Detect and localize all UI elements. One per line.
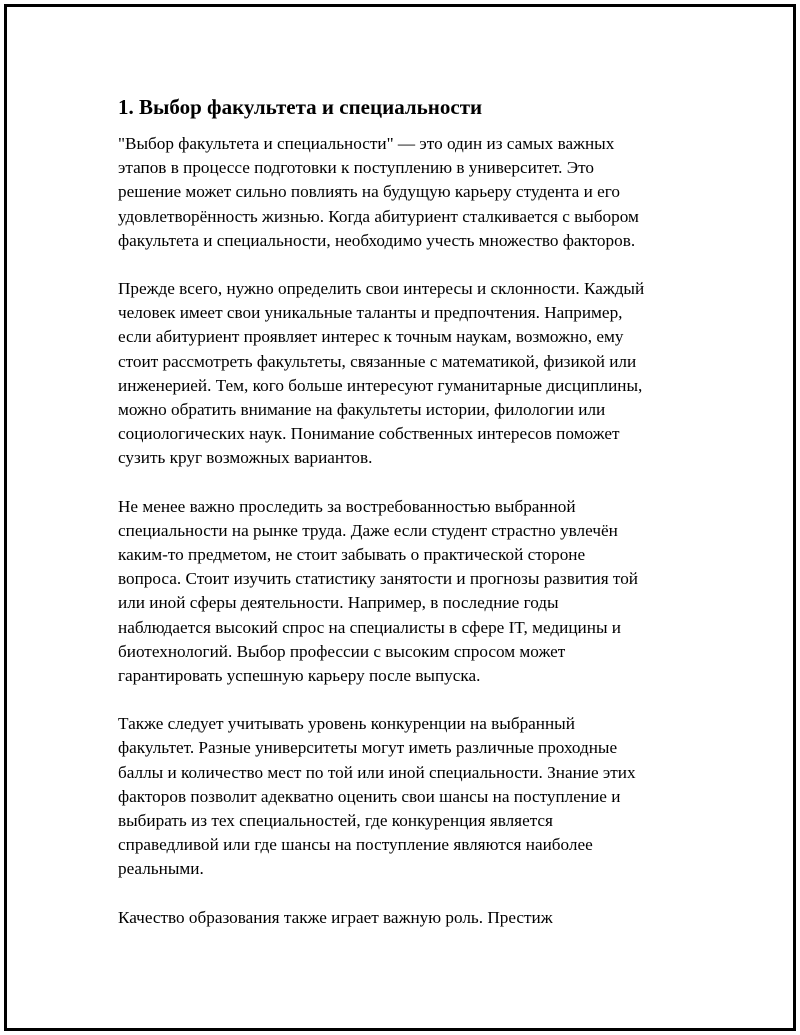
paragraph-line: каким-то предметом, не стоит забывать о практической стороне (118, 545, 586, 565)
paragraph-line: этапов в процессе подготовки к поступлению в университет. Это (118, 158, 594, 178)
paragraph-line: Прежде всего, нужно определить свои интересы и склонности. Каждый (118, 279, 645, 299)
paragraph-line: гарантировать успешную карьеру после выпуска. (118, 666, 481, 686)
paragraph-list (118, 132, 698, 930)
paragraph (118, 495, 698, 689)
paragraph-line: факторов позволит адекватно оценить свои шансы на поступление и (118, 786, 621, 806)
paragraph-line: решение может сильно повлиять на будущую карьеру студента и его (118, 182, 620, 202)
paragraph-line: вопроса. Стоит изучить статистику занятости и прогнозы развития той (118, 569, 639, 589)
paragraph-line: специальности на рынке труда. Даже если студент страстно увлечён (118, 520, 618, 540)
paragraph (118, 132, 698, 253)
paragraph (118, 277, 698, 471)
paragraph-line: можно обратить внимание на факультеты истории, филологии или (118, 400, 606, 420)
paragraph-line: инженерией. Тем, кого больше интересуют гуманитарные дисциплины, (118, 375, 643, 395)
paragraph-line: факультета и специальности, необходимо учесть множество факторов. (118, 230, 636, 250)
paragraph-line: сузить круг возможных вариантов. (118, 448, 373, 468)
paragraph-line: Не менее важно проследить за востребованностью выбранной (118, 496, 576, 516)
paragraph-line: Качество образования также играет важную роль. Престиж (118, 907, 553, 927)
paragraph-line: стоит рассмотреть факультеты, связанные с математикой, физикой или (118, 351, 637, 371)
paragraph-line: или иной сферы деятельности. Например, в последние годы (118, 593, 559, 613)
paragraph-line: справедливой или где шансы на поступление являются наиболее (118, 835, 593, 855)
paragraph-line: баллы и количество мест по той или иной специальности. Знание этих (118, 762, 636, 782)
paragraph-line: реальными. (118, 859, 204, 879)
paragraph (118, 712, 698, 881)
paragraph-line: выбирать из тех специальностей, где конкуренция является (118, 811, 553, 831)
paragraph-line: Также следует учитывать уровень конкуренции на выбранный (118, 714, 575, 734)
paragraph-line: наблюдается высокий спрос на специалисты в сфере IT, медицины и (118, 617, 621, 637)
paragraph-line: социологических наук. Понимание собственных интересов поможет (118, 424, 620, 444)
paragraph-line: человек имеет свои уникальные таланты и предпочтения. Например, (118, 303, 623, 323)
paragraph-line: удовлетворённость жизнью. Когда абитуриент сталкивается с выбором (118, 206, 639, 226)
paragraph-line: факультет. Разные университеты могут иметь различные проходные (118, 738, 618, 758)
section-heading: 1. Выбор факультета и специальности (118, 95, 483, 119)
paragraph-line: "Выбор факультета и специальности" — это один из самых важных (118, 134, 615, 153)
paragraph (118, 906, 698, 930)
paragraph-line: если абитуриент проявляет интерес к точным наукам, возможно, ему (118, 327, 624, 347)
paragraph-line: биотехнологий. Выбор профессии с высоким спросом может (118, 641, 566, 661)
document-body (118, 92, 698, 954)
